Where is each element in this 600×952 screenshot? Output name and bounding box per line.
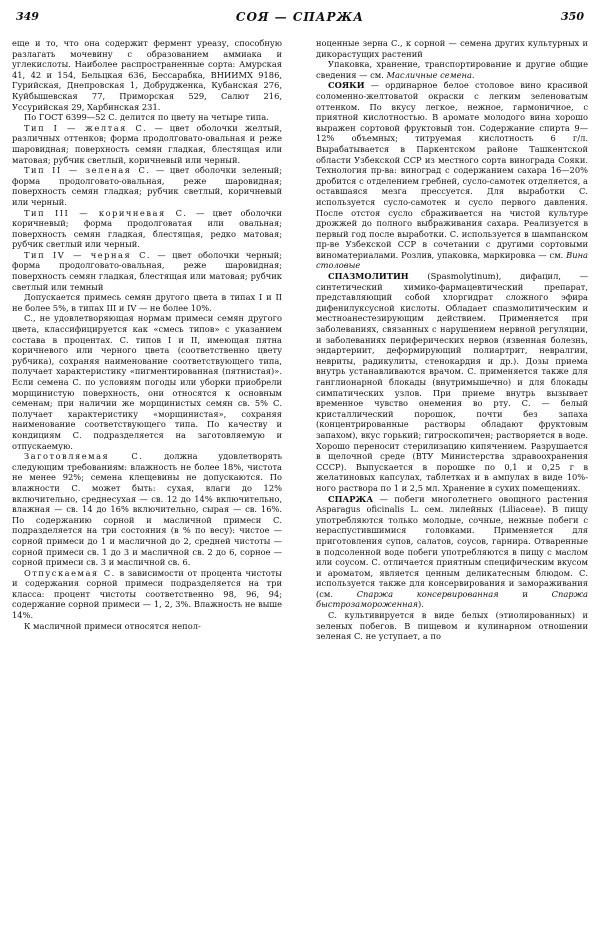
entry-lead: Отпускаемая С.: [24, 567, 116, 578]
paragraph: По ГОСТ 6399—52 С. делится по цвету на четыре типа.: [24, 112, 269, 123]
paragraph: Отпускаемая С. в зависимости от процента чистоты и содержания сорной примеси подразделяется на три класса: процент чистоты соответственно 98, 96, 94; содержание сорной примеси — 1, 2, 3%. Влажность не выше 14%.: [12, 567, 282, 621]
entry-lead: Заготовляемая С.: [24, 451, 144, 462]
paragraph: Тип II — зеленая С. — цвет оболочки зеленый; форма продолговато-овальная, реже шаровидная; поверхность семян гладкая; рубчик светлый, коричневый или черный.: [12, 165, 282, 207]
paragraph: Заготовляемая С. должна удовлетворять следующим требованиям: влажность не более 18%, чистота не менее 92%; семена клещевины не допускаются. По влажности С. может быть: сухая, влаги до 12% включительно, среднесухая — св. 12 до 14% включительно, влажная — св. 14 до 16% включительно, сырая — св. 16%. По содержанию сорной и масличной примеси С. подразделяется на три состояния (в % по весу): чистое — сорной примеси до 1 и масличной до 2, средней чистоты — сорной примеси св. 1 до 3 и масличной св. 2 до 6, сорное — сорной примеси св. 3 и масличной св. 6.: [12, 451, 282, 568]
dictionary-entry: СПАЗМОЛИТИН (Spasmolytinum), дифацил, — синтетический химико-фармацевтический препарат, представляющий собой хлоргидрат сложного эфира дифенилуксусной кислоты. Обладает спазмолитическим и местноанестезирующим действием. Применяется при заболеваниях, связанных с нарушением нервной регуляции, и заболеваниях периферических нервов (язвенная болезнь, эндартериит, деформирующий полиартрит, невралгии, невриты, радикулиты, стенокардия и др.). Дозы приема внутрь устанавливаются врачом. С. применяется также для ганглионарной блокады (внутримышечно) и для блокады симпатических узлов. При приеме внутрь вызывает временное чувство онемения во рту. С. — белый кристаллический порошок, почти без запаха (концентрированные растворы обладают фруктовым запахом), вкус горький; гигроскопичен; растворяется в воде. Хорошо переносит стерилизацию кипячением. Разрушается в щелочной среде (ВТУ Министерства здравоохранения СССР). Выпускается в порошке по 0,1 и 0,25 г в желатиновых капсулах, таблетках и в ампулах в виде 10%-ного раствора по 1 и 2,5 мл. Хранение в сухих помещениях.: [316, 271, 588, 493]
running-title: СОЯ — СПАРЖА: [235, 10, 365, 24]
paragraph: С., не удовлетворяющая нормам примеси семян другого цвета, классифицируется как «смесь типов» с указанием состава в процентах. С. типов I и II, имеющая пятна коричневого или черного цвета (соответственно цвету рубчика), сохраняя наименование соответствующего типа, получает характеристику «пигментированная (пятнистая)». Если семена С. по условиям погоды или уборки приобрели морщинистую поверхность, они относятся к основным семенам; при наличии же морщинистых семян св. 5% С. получает характеристику «морщинистая», сохраняя наименование соответствующего типа. По качеству и кондициям С. подразделяется на заготовляемую и отпускаемую.: [12, 313, 282, 451]
entry-lead: Тип II — зеленая С.: [24, 165, 151, 176]
cross-reference: Вина столовые: [316, 249, 588, 271]
left-column: [12, 38, 282, 631]
right-column: [316, 38, 588, 642]
paragraph: Допускается примесь семян другого цвета в типах I и II не более 5%, в типах III и IV — не более 10%.: [12, 292, 282, 313]
entry-lead: Тип IV — черная С.: [24, 249, 152, 260]
entry-lead: Тип III — коричневая С.: [24, 207, 188, 218]
paragraph: Тип III — коричневая С. — цвет оболочки коричневый; форма продолговатая или овальная; поверхность семян гладкая, блестящая, редко матовая; рубчик светлый или черный.: [12, 207, 283, 250]
entry-headword: СПАЗМОЛИТИН: [328, 271, 409, 282]
paragraph: еще и то, что она содержит фермент уреазу, способную разлагать мочевину с образованием аммиака и углекислоты. Наиболее распространенные сорта: Амурская 41, 42 и 154, Бельцкая 636, Бессарабка, ВНИИМХ 9186, Гурийская, Днепровская 1, Добрудженка, Кубанская 276, Куйбышевская 77, Приморская 529, Салют 216, Уссурийская 29, Харбинская 231.: [12, 38, 282, 112]
page-header: [0, 10, 600, 28]
paragraph: Упаковка, хранение, транспортирование и другие общие сведения — см. Масличные семена.: [316, 59, 588, 80]
entry-lead: Тип I — желтая С.: [24, 122, 148, 133]
paragraph: С. культивируется в виде белых (этиолированных) и зеленых побегов. В пищевом и кулинарном отношении зеленая С. не уступает, а по: [316, 610, 588, 642]
paragraph: Тип I — желтая С. — цвет оболочки желтый, различных оттенков; форма продолговато-овальная и реже шаровидная; поверхность семян гладкая, блестящая или матовая; рубчик светлый, коричневый или черный.: [12, 122, 282, 165]
dictionary-entry: СОЯКИ — ординарное белое столовое вино красивой соломенно-желтоватой окраски с легким зеленоватым оттенком. По вкусу легкое, нежное, гармоничное, с приятной кислотностью. В аромате молодого вина хорошо выражен сортовой фруктовый тон. Содержание спирта 9—12% объемных; титруемая кислотность 6 г/л. Вырабатывается в Паркентском районе Ташкентской области Узбекской ССР из местного сорта винограда Сояки. Технология пр-ва: виноград с содержанием сахара 16—20% дробится с отделением гребней, сусло-самотек отделяется, а оставшаяся мезга прессуется. Для выработки С. используется сусло-самотек и сусло первого давления. После отстоя сусло сбраживается на чистой культуре дрожжей до полного выбраживания сахара. Реализуется в первый год после выработки. С. используется в шампанском пр-ве Узбекской ССР в сочетании с другими сортовыми виноматериалами. Розлив, упаковка, маркировка — см. Вина столовые: [316, 80, 588, 271]
dictionary-entry: СПАРЖА — побеги многолетнего овощного растения Asparagus oficinalis L. сем. лилейных (Liliaceae). В пищу употребляются только молодые, сочные, нежные побеги с нераспустившимися головками. Применяется для приготовления супов, салатов, соусов, гарнира. Отваренные в подсоленной воде побеги употребляются в пищу с маслом или соусом. С. отличается приятным специфическим вкусом и ароматом, является ценным деликатесным блюдом. С. используется также для консервирования и замораживания (см. Спаржа консервированная и Спаржа быстрозамороженная).: [316, 493, 588, 610]
paragraph: К масличной примеси относятся непол-: [24, 620, 201, 631]
cross-reference: Масличные семена.: [386, 69, 475, 80]
paragraph: Тип IV — черная С. — цвет оболочки черный; форма продолговато-овальная, реже шаровидная; поверхность семян гладкая, блестящая или матовая; рубчик светлый или темный: [12, 249, 282, 292]
page-number-right: 350: [561, 10, 584, 23]
paragraph: ноценные зерна С., к сорной — семена других культурных и дикорастущих растений: [316, 38, 588, 59]
page-number-left: 349: [16, 10, 39, 23]
entry-headword: СОЯКИ: [328, 80, 365, 91]
cross-reference: Спаржа консервированная: [356, 588, 499, 599]
cross-reference: Спаржа быстрозамороженная: [316, 588, 588, 610]
entry-headword: СПАРЖА: [328, 493, 374, 504]
